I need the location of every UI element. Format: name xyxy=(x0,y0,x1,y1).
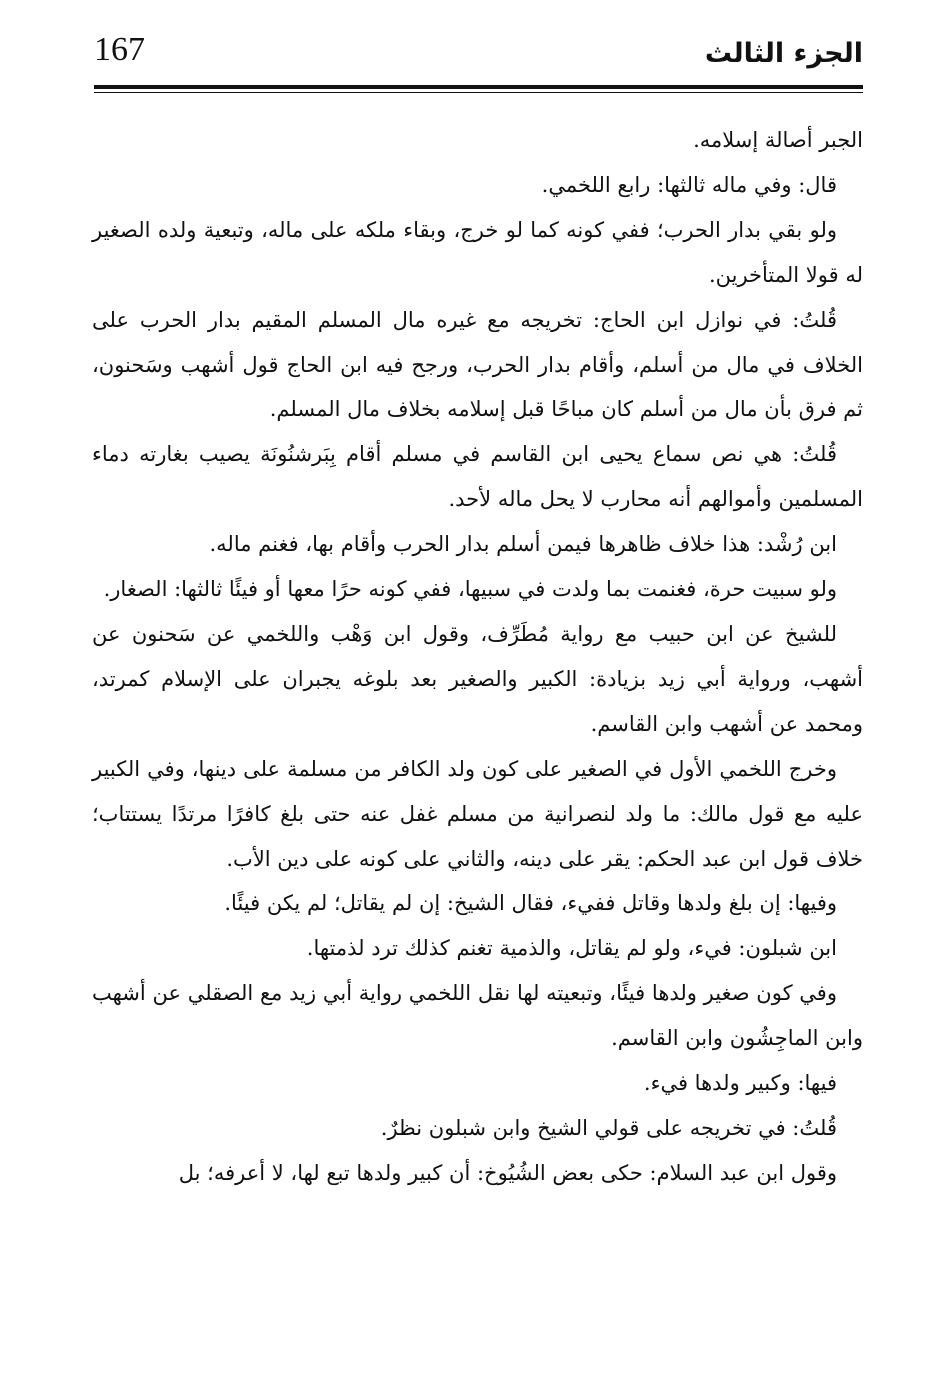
paragraph-2: قال: وفي ماله ثالثها: رابع اللخمي. xyxy=(541,172,837,197)
body-text xyxy=(92,118,863,1196)
paragraph-13: فيها: وكبير ولدها فيء. xyxy=(643,1071,837,1096)
paragraph-5: قُلتُ: هي نص سماع يحيى ابن القاسم في مسلم أقام بِبَرشنُونَة يصيب بغارته دماء المسلمين وأموالهم أنه محارب لا يحل ماله لأحد. xyxy=(92,442,863,512)
running-head: الجزء الثالث xyxy=(704,38,863,69)
paragraph-12: وفي كون صغير ولدها فيئًا، وتبعيته لها نقل اللخمي رواية أبي زيد مع الصقلي عن أشهب وابن الماجِشُون وابن القاسم. xyxy=(92,981,863,1051)
page-number: 167 xyxy=(94,31,145,68)
paragraph-6: ابن رُشْد: هذا خلاف ظاهرها فيمن أسلم بدار الحرب وأقام بها، فغنم ماله. xyxy=(209,532,837,557)
header-rule-thin xyxy=(94,92,863,93)
paragraph-9: وخرج اللخمي الأول في الصغير على كون ولد الكافر من مسلمة على دينها، وفي الكبير عليه مع قول مالك: ما ولد لنصرانية من مسلم غفل عنه حتى بلغ كافرًا مرتدًا يستتاب؛ خلاف قول ابن عبد الحكم: يقر على دينه، والثاني على كونه على دين الأب. xyxy=(92,756,863,871)
paragraph-7: ولو سبيت حرة، فغنمت بما ولدت في سبيها، ففي كونه حرًا معها أو فيئًا ثالثها: الصغار. xyxy=(103,577,837,602)
page-header xyxy=(94,26,863,88)
paragraph-10: وفيها: إن بلغ ولدها وقاتل ففيء، فقال الشيخ: إن لم يقاتل؛ لم يكن فيئًا. xyxy=(224,891,837,916)
paragraph-11: ابن شبلون: فيء، ولو لم يقاتل، والذمية تغنم كذلك ترد لذمتها. xyxy=(306,936,837,961)
paragraph-4: قُلتُ: في نوازل ابن الحاج: تخريجه مع غيره مال المسلم المقيم بدار الحرب على الخلاف في مال من أسلم، وأقام بدار الحرب، ورجح فيه ابن الحاج قول أشهب وسَحنون، ثم فرق بأن مال من أسلم كان مباحًا قبل إسلامه بخلاف مال المسلم. xyxy=(92,307,863,422)
paragraph-15: وقول ابن عبد السلام: حكى بعض الشُيُوخ: أن كبير ولدها تبع لها، لا أعرفه؛ بل xyxy=(178,1160,837,1185)
header-rule-thick xyxy=(94,85,863,89)
paragraph-14: قُلتُ: في تخريجه على قولي الشيخ وابن شبلون نظرٌ. xyxy=(380,1115,837,1140)
paragraph-3: ولو بقي بدار الحرب؛ ففي كونه كما لو خرج، وبقاء ملكه على ماله، وتبعية ولده الصغير له قولا المتأخرين. xyxy=(92,217,863,287)
paragraph-8: للشيخ عن ابن حبيب مع رواية مُطَرِّف، وقول ابن وَهْب واللخمي عن سَحنون عن أشهب، ورواية أبي زيد بزيادة: الكبير والصغير بعد بلوغه يجبران على الإسلام كمرتد، ومحمد عن أشهب وابن القاسم. xyxy=(92,621,863,736)
paragraph-1: الجبر أصالة إسلامه. xyxy=(693,128,863,152)
